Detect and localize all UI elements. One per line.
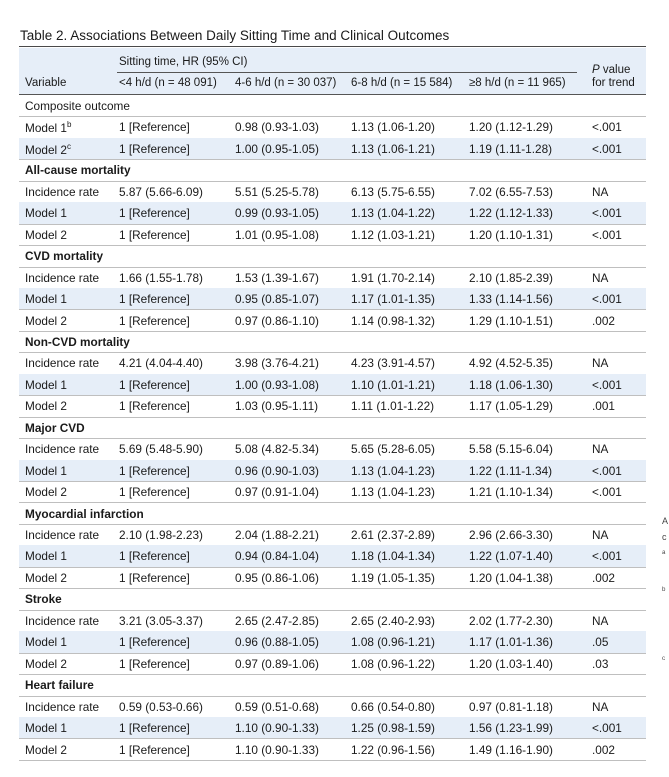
value-cell: 1.20 (1.12-1.29) xyxy=(469,120,553,135)
value-cell: 1 [Reference] xyxy=(119,141,190,156)
table-row xyxy=(19,696,646,718)
value-cell: 4.21 (4.04-4.40) xyxy=(119,356,203,371)
row-label-text: Incidence rate xyxy=(25,528,100,542)
value-cell: 1.17 (1.05-1.29) xyxy=(469,399,553,414)
value-cell: 0.97 (0.86-1.10) xyxy=(235,313,319,328)
table-row xyxy=(19,545,646,567)
pvalue-cell: NA xyxy=(592,613,609,628)
value-cell: 0.98 (0.93-1.03) xyxy=(235,120,319,135)
value-cell: 0.95 (0.86-1.06) xyxy=(235,570,319,585)
pvalue-cell: <.001 xyxy=(592,549,622,564)
value-cell: 1.14 (0.98-1.32) xyxy=(351,313,435,328)
header-col-ge8: ≥8 h/d (n = 11 965) xyxy=(469,77,566,89)
value-cell: 1.10 (1.01-1.21) xyxy=(351,377,435,392)
row-label xyxy=(25,635,67,649)
section-row xyxy=(19,588,646,610)
value-cell: 1.56 (1.23-1.99) xyxy=(469,721,553,736)
pvalue-cell: <.001 xyxy=(592,206,622,221)
row-label-text: Model 2 xyxy=(25,485,67,500)
row-label xyxy=(25,206,67,220)
value-cell: 2.02 (1.77-2.30) xyxy=(469,613,553,628)
value-cell: 1.18 (1.06-1.30) xyxy=(469,377,553,392)
value-cell: 2.61 (2.37-2.89) xyxy=(351,528,435,542)
row-label-text: Model 1 xyxy=(25,121,67,136)
margin-fragment: c xyxy=(662,532,667,542)
section-row xyxy=(19,674,646,696)
row-label xyxy=(25,549,67,563)
table-row xyxy=(19,288,646,310)
row-label xyxy=(25,292,67,306)
section-row xyxy=(19,417,646,439)
pvalue-cell: <.001 xyxy=(592,141,622,156)
value-cell: 1.20 (1.10-1.31) xyxy=(469,227,553,242)
row-label xyxy=(25,571,67,585)
footnote-marker: c xyxy=(66,141,71,151)
value-cell: 1.12 (1.03-1.21) xyxy=(351,227,435,242)
pvalue-cell: NA xyxy=(592,528,609,542)
pvalue-cell: .03 xyxy=(592,656,609,671)
table-row xyxy=(19,374,646,396)
value-cell: 1 [Reference] xyxy=(119,463,190,478)
row-label xyxy=(25,228,67,242)
value-cell: 1.17 (1.01-1.35) xyxy=(351,292,435,307)
section-label: Major CVD xyxy=(25,420,85,435)
row-label xyxy=(25,528,99,542)
header-col-lt4: <4 h/d (n = 48 091) xyxy=(119,77,217,89)
value-cell: 1.33 (1.14-1.56) xyxy=(469,292,553,307)
row-label xyxy=(25,142,71,157)
value-cell: 1.10 (0.90-1.33) xyxy=(235,721,319,736)
value-cell: 1.19 (1.11-1.28) xyxy=(469,141,553,156)
row-label-text: Model 1 xyxy=(25,721,67,736)
pvalue-cell: <.001 xyxy=(592,120,622,135)
group-underline xyxy=(117,72,577,73)
section-label: Non-CVD mortality xyxy=(25,334,130,349)
row-label-text: Incidence rate xyxy=(25,356,100,371)
value-cell: 0.96 (0.88-1.05) xyxy=(235,635,319,650)
value-cell: 1 [Reference] xyxy=(119,206,190,221)
value-cell: 2.10 (1.98-2.23) xyxy=(119,528,203,542)
row-label xyxy=(25,657,67,671)
value-cell: 1.21 (1.10-1.34) xyxy=(469,485,553,500)
row-label-text: Model 1 xyxy=(25,463,67,478)
row-label xyxy=(25,700,99,714)
table-row xyxy=(19,202,646,224)
value-cell: 0.97 (0.81-1.18) xyxy=(469,699,553,714)
table-row xyxy=(19,310,646,332)
value-cell: 1.13 (1.06-1.21) xyxy=(351,141,435,156)
row-label xyxy=(25,614,99,628)
header-pvalue-line2: for trend xyxy=(592,77,635,89)
value-cell: 1.22 (1.12-1.33) xyxy=(469,206,553,221)
value-cell: 1.13 (1.04-1.23) xyxy=(351,463,435,478)
row-label-text: Model 1 xyxy=(25,377,67,392)
row-label-text: Incidence rate xyxy=(25,442,100,457)
row-label-text: Model 2 xyxy=(25,313,67,328)
section-label: Stroke xyxy=(25,592,62,607)
header-group-label: Sitting time, HR (95% CI) xyxy=(119,56,248,68)
value-cell: 3.98 (3.76-4.21) xyxy=(235,356,319,371)
row-label xyxy=(25,442,99,456)
table-row xyxy=(19,524,646,546)
table-row xyxy=(19,481,646,503)
row-label xyxy=(25,399,67,413)
row-label xyxy=(25,378,67,392)
section-row xyxy=(19,331,646,353)
section-label: Composite outcome xyxy=(25,99,130,113)
value-cell: 1 [Reference] xyxy=(119,570,190,585)
header-pvalue-word: value xyxy=(599,64,631,76)
value-cell: 0.99 (0.93-1.05) xyxy=(235,206,319,221)
row-label xyxy=(25,743,67,757)
value-cell: 4.92 (4.52-5.35) xyxy=(469,356,553,371)
margin-fragment: ᵃ xyxy=(662,548,666,558)
value-cell: 0.95 (0.85-1.07) xyxy=(235,292,319,307)
table-title: Table 2. Associations Between Daily Sitting Time and Clinical Outcomes xyxy=(20,28,450,43)
section-row xyxy=(19,95,646,117)
table-row xyxy=(19,739,646,761)
pvalue-cell: .001 xyxy=(592,399,615,414)
table-row xyxy=(19,610,646,632)
margin-fragment: ᶜ xyxy=(662,654,666,664)
value-cell: 5.65 (5.28-6.05) xyxy=(351,442,435,457)
pvalue-cell: <.001 xyxy=(592,463,622,478)
table-row xyxy=(19,438,646,460)
value-cell: 1.08 (0.96-1.21) xyxy=(351,635,435,650)
value-cell: 5.87 (5.66-6.09) xyxy=(119,184,203,199)
value-cell: 1.22 (1.11-1.34) xyxy=(469,463,553,478)
header-col-6-8: 6-8 h/d (n = 15 584) xyxy=(351,77,453,89)
row-label xyxy=(25,721,67,735)
table-row xyxy=(19,631,646,653)
table-row xyxy=(19,352,646,374)
row-label-text: Model 2 xyxy=(25,227,67,242)
pvalue-cell: NA xyxy=(592,270,609,285)
value-cell: 1 [Reference] xyxy=(119,292,190,307)
section-row xyxy=(19,503,646,525)
row-label-text: Model 2 xyxy=(25,399,67,414)
value-cell: 2.65 (2.47-2.85) xyxy=(235,613,319,628)
row-label xyxy=(25,314,67,328)
value-cell: 1.00 (0.95-1.05) xyxy=(235,141,319,156)
row-label xyxy=(25,356,99,370)
value-cell: 0.59 (0.53-0.66) xyxy=(119,699,203,714)
value-cell: 0.97 (0.89-1.06) xyxy=(235,656,319,671)
table-row xyxy=(19,717,646,739)
value-cell: 1 [Reference] xyxy=(119,377,190,392)
value-cell: 5.08 (4.82-5.34) xyxy=(235,442,319,457)
value-cell: 1.66 (1.55-1.78) xyxy=(119,270,203,285)
value-cell: 1 [Reference] xyxy=(119,120,190,135)
value-cell: 1.10 (0.90-1.33) xyxy=(235,742,319,757)
value-cell: 1 [Reference] xyxy=(119,399,190,414)
value-cell: 1 [Reference] xyxy=(119,485,190,500)
value-cell: 1.20 (1.04-1.38) xyxy=(469,570,553,585)
section-label: Myocardial infarction xyxy=(25,506,144,521)
table-row xyxy=(19,460,646,482)
pvalue-cell: NA xyxy=(592,356,609,371)
value-cell: 1 [Reference] xyxy=(119,742,190,757)
value-cell: 1.49 (1.16-1.90) xyxy=(469,742,553,757)
row-label xyxy=(25,185,99,199)
value-cell: 1 [Reference] xyxy=(119,313,190,328)
row-label-text: Incidence rate xyxy=(25,270,100,285)
value-cell: 1.13 (1.04-1.22) xyxy=(351,206,435,221)
header-col-4-6: 4-6 h/d (n = 30 037) xyxy=(235,77,337,89)
value-cell: 1.17 (1.01-1.36) xyxy=(469,635,553,650)
pvalue-cell: NA xyxy=(592,184,609,199)
row-label xyxy=(25,271,99,285)
pvalue-cell: NA xyxy=(592,699,609,714)
value-cell: 0.59 (0.51-0.68) xyxy=(235,699,319,714)
value-cell: 1.91 (1.70-2.14) xyxy=(351,270,435,285)
value-cell: 1 [Reference] xyxy=(119,721,190,736)
header-pvalue-p: P xyxy=(592,64,600,76)
pvalue-cell: <.001 xyxy=(592,721,622,736)
table-row xyxy=(19,567,646,589)
value-cell: 6.13 (5.75-6.55) xyxy=(351,184,435,199)
table-row xyxy=(19,138,646,160)
header-variable: Variable xyxy=(25,77,67,89)
value-cell: 0.97 (0.91-1.04) xyxy=(235,485,319,500)
section-label: CVD mortality xyxy=(25,249,104,264)
value-cell: 1.19 (1.05-1.35) xyxy=(351,570,435,585)
value-cell: 1.25 (0.98-1.59) xyxy=(351,721,435,736)
row-label-text: Model 1 xyxy=(25,206,67,221)
pvalue-cell: .002 xyxy=(592,313,615,328)
row-label-text: Model 1 xyxy=(25,635,67,650)
value-cell: 1 [Reference] xyxy=(119,635,190,650)
section-label: All-cause mortality xyxy=(25,163,131,178)
pvalue-cell: <.001 xyxy=(592,292,622,307)
value-cell: 1.13 (1.06-1.20) xyxy=(351,120,435,135)
section-row xyxy=(19,159,646,181)
pvalue-cell: .002 xyxy=(592,742,615,757)
value-cell: 1.22 (0.96-1.56) xyxy=(351,742,435,757)
value-cell: 1.01 (0.95-1.08) xyxy=(235,227,319,242)
value-cell: 5.51 (5.25-5.78) xyxy=(235,184,319,199)
top-rule xyxy=(19,46,646,47)
margin-fragment: ᵇ xyxy=(662,585,666,595)
row-label-text: Incidence rate xyxy=(25,613,100,628)
value-cell: 1 [Reference] xyxy=(119,549,190,564)
margin-fragment: A xyxy=(662,516,669,526)
value-cell: 1 [Reference] xyxy=(119,227,190,242)
pvalue-cell: .002 xyxy=(592,570,615,585)
value-cell: 5.58 (5.15-6.04) xyxy=(469,442,553,457)
value-cell: 2.65 (2.40-2.93) xyxy=(351,613,435,628)
table-row xyxy=(19,224,646,246)
value-cell: 0.96 (0.90-1.03) xyxy=(235,463,319,478)
row-label xyxy=(25,120,71,135)
table-header xyxy=(19,48,646,94)
footnote-marker: b xyxy=(66,120,72,130)
value-cell: 3.21 (3.05-3.37) xyxy=(119,613,203,628)
pvalue-cell: <.001 xyxy=(592,227,622,242)
value-cell: 0.94 (0.84-1.04) xyxy=(235,549,319,564)
pvalue-cell: NA xyxy=(592,442,609,457)
value-cell: 1.53 (1.39-1.67) xyxy=(235,270,319,285)
value-cell: 1.03 (0.95-1.11) xyxy=(235,399,319,414)
row-label-text: Model 1 xyxy=(25,549,67,564)
pvalue-cell: <.001 xyxy=(592,377,622,392)
section-row xyxy=(19,245,646,267)
table-row xyxy=(19,267,646,289)
pvalue-cell: .05 xyxy=(592,635,609,650)
row-label-text: Model 2 xyxy=(25,142,67,157)
value-cell: 1 [Reference] xyxy=(119,656,190,671)
value-cell: 1.00 (0.93-1.08) xyxy=(235,377,319,392)
row-label xyxy=(25,464,67,478)
header-pvalue xyxy=(592,64,630,76)
value-cell: 0.66 (0.54-0.80) xyxy=(351,699,435,714)
value-cell: 1.18 (1.04-1.34) xyxy=(351,549,435,564)
pvalue-cell: <.001 xyxy=(592,485,622,500)
value-cell: 4.23 (3.91-4.57) xyxy=(351,356,435,371)
value-cell: 1.20 (1.03-1.40) xyxy=(469,656,553,671)
value-cell: 1.29 (1.10-1.51) xyxy=(469,313,553,328)
row-label-text: Model 1 xyxy=(25,292,67,307)
row-label xyxy=(25,485,67,499)
value-cell: 2.04 (1.88-2.21) xyxy=(235,528,319,542)
row-label-text: Model 2 xyxy=(25,570,67,585)
table-row xyxy=(19,181,646,203)
section-label: Heart failure xyxy=(25,678,94,693)
row-label-text: Model 2 xyxy=(25,656,67,671)
value-cell: 2.10 (1.85-2.39) xyxy=(469,270,553,285)
value-cell: 1.13 (1.04-1.23) xyxy=(351,485,435,500)
row-label-text: Incidence rate xyxy=(25,699,100,714)
value-cell: 2.96 (2.66-3.30) xyxy=(469,528,553,542)
row-label-text: Incidence rate xyxy=(25,184,100,199)
table-row xyxy=(19,116,646,138)
table-row xyxy=(19,395,646,417)
value-cell: 1.08 (0.96-1.22) xyxy=(351,656,435,671)
value-cell: 1.11 (1.01-1.22) xyxy=(351,399,435,414)
row-label-text: Model 2 xyxy=(25,742,67,757)
value-cell: 1.22 (1.07-1.40) xyxy=(469,549,553,564)
value-cell: 7.02 (6.55-7.53) xyxy=(469,184,553,199)
table-row xyxy=(19,653,646,675)
value-cell: 5.69 (5.48-5.90) xyxy=(119,442,203,457)
